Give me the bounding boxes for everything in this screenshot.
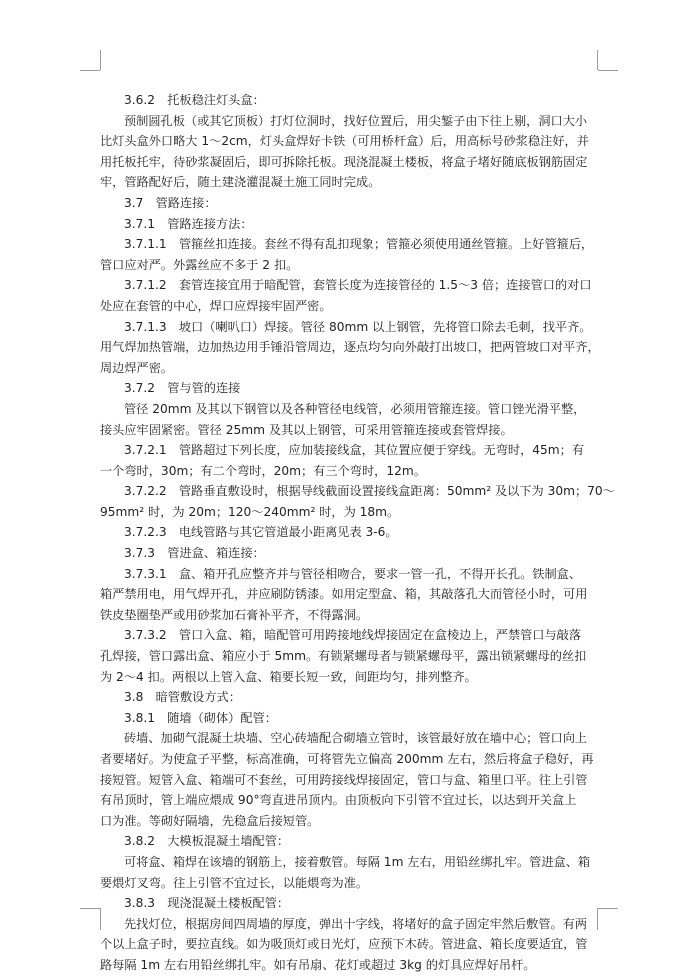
crop-mark-top-right-v xyxy=(597,50,598,70)
paragraph-line: 个以上盒子时，要拉直线。如为吸顶灯或日光灯，应预下木砖。管进盒、箱长度要适宜，管 xyxy=(100,937,588,952)
paragraph-line: 预制圆孔板（或其它顶板）打灯位洞时，找好位置后，用尖錾子由下往上剔，洞口大小 xyxy=(124,113,588,128)
paragraph-line: 有吊顶时，管上端应煨成 90°弯直进吊顶内。由顶板向下引管不宜过长，以达到开关盒上 xyxy=(100,793,577,808)
paragraph-line: 先找灯位，根据房间四周墙的厚度，弹出十字线，将堵好的盒子固定牢然后敷管。有两 xyxy=(124,916,588,931)
paragraph-line: 为 2～4 扣。两根以上管入盒、箱要长短一致，间距均匀，排列整齐。 xyxy=(100,669,477,684)
paragraph-line: 孔焊接，管口露出盒、箱应小于 5mm。有锁紧螺母者与锁紧螺母平，露出锁紧螺母的丝扣 xyxy=(100,649,587,664)
crop-mark-top-left-h xyxy=(80,70,100,71)
paragraph-line: 铁皮垫圈垫严或用砂浆加石膏补平齐，不得露洞。 xyxy=(100,607,369,622)
section-heading-3-8-2: 3.8.2 大模板混凝土墙配管： xyxy=(124,834,290,849)
paragraph-line: 管径 20mm 及其以下钢管以及各种管径电线管，必须用管箍连接。管口锉光滑平整， xyxy=(124,401,586,416)
paragraph-line: 要煨灯叉弯。往上引管不宜过长，以能煨弯为准。 xyxy=(100,875,369,890)
paragraph-line: 一个弯时，30m；有二个弯时，20m；有三个弯时，12m。 xyxy=(100,463,426,478)
paragraph-line: 可将盒、箱焊在该墙的钢筋上，接着敷管。每隔 1m 左右，用铅丝绑扎牢。管进盒、箱 xyxy=(124,854,591,869)
paragraph-line: 牢，管路配好后，随土建浇灌混凝土施工同时完成。 xyxy=(100,175,381,190)
section-heading-3-8-3: 3.8.3 现浇混凝土楼板配管： xyxy=(124,896,290,911)
crop-mark-top-right-h xyxy=(598,70,618,71)
section-heading-3-8: 3.8 暗管敷设方式： xyxy=(124,690,241,705)
section-heading-3-7-3: 3.7.3 管进盒、箱连接： xyxy=(124,546,265,561)
section-heading-3-7-1: 3.7.1 管路连接方法： xyxy=(124,216,253,231)
paragraph-line: 周边焊严密。 xyxy=(100,360,174,375)
paragraph-line: 比灯头盒外口略大 1～2cm，灯头盒焊好卡铁（可用桥杆盒）后，用高标号砂浆稳注好，并 xyxy=(100,134,589,149)
section-heading-3-6-2: 3.6.2 托板稳注灯头盒： xyxy=(124,93,265,107)
paragraph-line: 3.7.1.3 坡口（喇叭口）焊接。管径 80mm 以上钢管，先将管口除去毛刺，找平齐。 xyxy=(124,319,592,334)
section-heading-3-7: 3.7 管路连接： xyxy=(124,195,217,210)
paragraph-line: 处应在套管的中心，焊口应焊接牢固严密。 xyxy=(100,298,332,313)
section-heading-3-7-2: 3.7.2 管与管的连接 xyxy=(124,381,241,396)
paragraph-line: 3.7.3.1 盒、箱开孔应整齐并与管径相吻合，要求一管一孔，不得开长孔。铁制盒、 xyxy=(124,566,582,581)
paragraph-line: 路每隔 1m 左右用铅丝绑扎牢。如有吊扇、花灯或超过 3kg 的灯具应焊好吊杆。 xyxy=(100,957,536,972)
crop-mark-bottom-left-h xyxy=(80,908,100,909)
paragraph-line: 95mm² 时，为 20m；120～240mm² 时，为 18m。 xyxy=(100,504,400,519)
paragraph-line: 3.7.2.1 管路超过下列长度，应加装接线盒，其位置应便于穿线。无弯时，45m；有 xyxy=(124,443,585,458)
paragraph-line: 用气焊加热管端，边加热边用手锤沿管周边，逐点均匀向外敲打出坡口，把两管坡口对平齐， xyxy=(100,340,600,355)
paragraph-line: 者要堵好。为使盒子平整，标高准确，可将管先立偏高 200mm 左右，然后将盒子稳好，再 xyxy=(100,752,594,766)
paragraph-line: 接短管。短管入盒、箱端可不套丝，可用跨接线焊接固定，管口与盒、箱里口平。往上引管 xyxy=(100,772,588,787)
paragraph-line: 砖墙、加砌气混凝土块墙、空心砖墙配合砌墙立管时，该管最好放在墙中心；管口向上 xyxy=(124,731,588,746)
paragraph-line: 3.7.1.1 管箍丝扣连接。套丝不得有乱扣现象；管箍必须使用通丝管箍。上好管箍后， xyxy=(124,237,594,252)
paragraph-line: 箱严禁用电，用气焊开孔，并应刷防锈漆。如用定型盒、箱，其敲落孔大而管径小时，可用 xyxy=(100,587,588,602)
crop-mark-bottom-right-h xyxy=(598,908,618,909)
paragraph-line: 接头应牢固紧密。管径 25mm 及其以上钢管，可采用管箍连接或套管焊接。 xyxy=(100,422,513,437)
crop-mark-top-left-v xyxy=(100,50,101,70)
paragraph-line: 管口应对严。外露丝应不多于 2 扣。 xyxy=(100,257,299,272)
paragraph-line: 3.7.3.2 管口入盒、箱，暗配管可用跨接地线焊接固定在盒棱边上，严禁管口与敲落 xyxy=(124,628,582,643)
section-heading-3-8-1: 3.8.1 随墙（砌体）配管： xyxy=(124,710,277,725)
paragraph-line: 3.7.1.2 套管连接宜用于暗配管，套管长度为连接管径的 1.5～3 倍；连接管口的对口 xyxy=(124,278,592,293)
paragraph-line: 3.7.2.3 电线管路与其它管道最小距离见表 3-6。 xyxy=(124,525,398,540)
paragraph-line: 用托板托牢，待砂浆凝固后，即可拆除托板。现浇混凝土楼板，将盒子堵好随底板钢筋固定 xyxy=(100,154,588,169)
document-body xyxy=(100,90,615,976)
paragraph-line: 3.7.2.2 管路垂直敷设时，根据导线截面设置接线盒距离：50mm² 及以下为 30m；70～ xyxy=(124,484,615,499)
paragraph-line: 口为准。等砌好隔墙，先稳盒后接短管。 xyxy=(100,813,320,828)
